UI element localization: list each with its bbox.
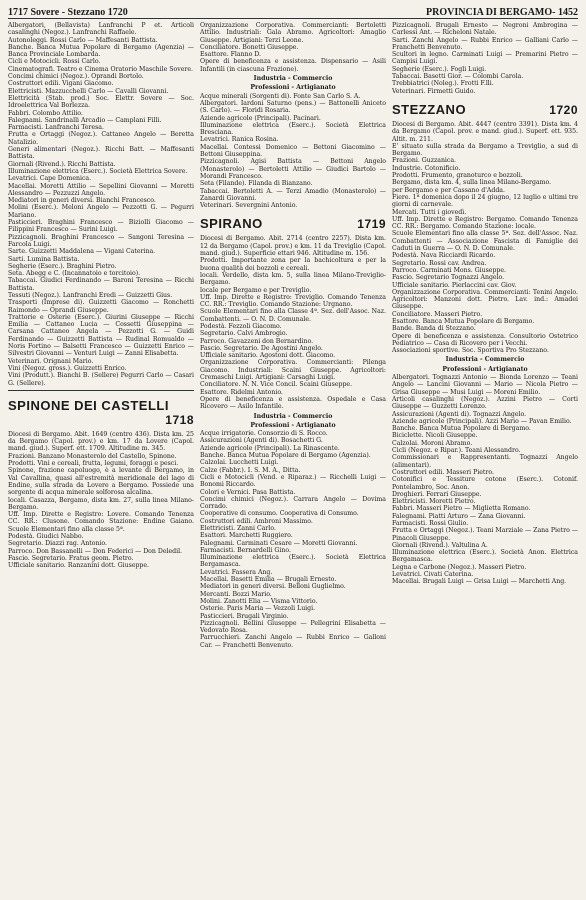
- directory-entry: Uff. Imp. Dirette e Registro: Treviglio. Comando Tenenza CC. RR.: Treviglio. Comando Stazione: Urgnano.: [200, 293, 386, 309]
- directory-entry: Pizzicagnoli. Braghini Francesco — Sangoni Teresina — Farcola Luigi.: [8, 233, 194, 248]
- town-heading-stezzano: [392, 103, 578, 117]
- directory-entry: Bande. Banda di Stezzano.: [392, 325, 476, 333]
- directory-entry: Elettricisti. Moretti Pietro.: [392, 498, 476, 506]
- column-3: [392, 22, 578, 896]
- sovere-entries: [8, 22, 194, 387]
- directory-entry: Pasticcieri. Brugali Virginio.: [200, 612, 289, 620]
- directory-entry: Opere di beneficenza e assistenza. Consultorio Ostetrico Pediatrico — Casa di Ricovero per i Vecchi.: [392, 332, 578, 347]
- directory-entry: Cicli e Motocicli (Vend. e Riparaz.) — Ricchelli Luigi — Bonomi Riccardo.: [200, 473, 386, 489]
- directory-entry: Conciliatore. Masseri Pietro.: [392, 310, 483, 318]
- directory-entry: Podestà. Fezzoli Giacomo.: [200, 322, 282, 330]
- directory-entry: Associazioni sportive. Soc. Sportiva Pro Stezzano.: [392, 347, 549, 355]
- directory-entry: Fascio. Segretario Tognazzi Angelo.: [392, 274, 505, 282]
- directory-entry: Opere di beneficenza e assistenza. Ospedale e Casa Ricovero — Asilo Infantile.: [200, 395, 386, 411]
- directory-entry: Uff. Imp. Dirette e Registro: Lovere. Comando Tenenza CC. RR.: Clusone. Comando Stazione: Endine Gaiano. Scuole Elementari fino alla classe 5ª.: [8, 511, 194, 533]
- directory-entry: E' situato sulla strada da Bergamo a Treviglio, a sud di Bergamo.: [392, 142, 578, 158]
- directory-entry: Elettricisti. Zanni Carlo.: [200, 525, 276, 532]
- directory-entry: Assicurazioni (Agenti di). Tognazzi Angelo.: [392, 410, 527, 418]
- directory-entry: Banche. Banca Mutua Popolare di Bergamo (Agenzia) — Banca Provinciale Lombarda.: [8, 43, 194, 59]
- directory-entry: Organizzazione Corporativa. Commercianti: Pilenga Giacomo. Industriali: Scaini Giuseppe. Agricoltori: Cremaschi Luigi. Artigiani: Carsaghi Luigi.: [200, 359, 386, 382]
- directory-entry: Albergatori. Iardoni Saturno (pens.) — Battonelli Aniceto (S. Carlo). — Floridi Rosaria.: [200, 99, 386, 115]
- directory-entry: Conciliatore. Bonetti Giuseppe.: [200, 43, 299, 51]
- directory-entry: Costruttori edili. Ambroni Massimo.: [200, 517, 313, 525]
- directory-entry: Prodotti. Frumento, granoturco e bozzoli.: [392, 172, 523, 180]
- directory-entry: Cicli e Motocicli. Rossi Carlo.: [8, 58, 101, 66]
- directory-entry: Parroco. Gavazzeni don Bernardino.: [200, 337, 314, 345]
- directory-entry: Falegnami. Piatti Arturo — Zana Giovanni.: [392, 512, 526, 520]
- directory-entry: Mercanti. Bozzi Mario.: [200, 590, 272, 598]
- directory-entry: Tessuti (Negoz.). Lanfranchi Eredi — Guizzetti Gius.: [8, 291, 173, 299]
- directory-entry: Uff. Imp. Dirette e Registro: Bergamo. Comando Tenenza CC. RR.: Bergamo. Comando Stazione: locale.: [392, 215, 578, 231]
- directory-entry: Albergatori. Tognazzi Antonio — Bionda Lorenzo — Teani Angelo — Lancini Giovanni — Mario — Nicola Pietro — Grisa Giuseppe — Musi Luigi — Moreni Emilio.: [392, 374, 578, 396]
- directory-entry: Sarti. Lumina Battista.: [8, 255, 80, 263]
- directory-entry: Falegnami. Sandrinalli Arcadio — Camplani Filli.: [8, 116, 162, 124]
- spirano-entries: [200, 257, 386, 649]
- directory-entry: Illuminazione elettrica (Eserc.). Società Elettrica Bresciana.: [200, 121, 386, 137]
- directory-entry: Farmacisti. Lanfranchi Teresa.: [8, 124, 104, 132]
- directory-entry: Veterinari. Firmetti Guido.: [392, 87, 476, 95]
- town-para: Frazioni. Banzano Monasterolo del Castello, Spinone.: [8, 452, 177, 460]
- directory-entry: Legna e Carbone (Negoz.). Masseri Pietro.: [392, 563, 527, 571]
- directory-entry: Costruttori edili. Vigani Giacomo.: [8, 80, 114, 88]
- directory-entry: Esattore. Banca Mutua Popolare di Bergamo.: [392, 317, 535, 325]
- directory-entry: Fascio. Segretario. De Agostini Angelo.: [200, 344, 323, 352]
- directory-entry: Cotonifici e Tessiture cotone (Eserc.). Cotonif. Pontelambro, Soc. Anon.: [392, 476, 578, 491]
- town-name: SPINONE DEI CASTELLI: [8, 397, 169, 413]
- town-number: 1718: [165, 412, 194, 427]
- directory-entry: Esattore. Flanno D.: [200, 51, 261, 59]
- town-intro: Diocesi di Bergamo. Abit. 4447 (centro 3391). Dista km. 4 da Bergamo (Capol. prov. e mand. giud.). Superf. ett. 935. Altit. m. 211.: [392, 120, 578, 143]
- directory-entry: Frazioni. Guzzanica.: [392, 157, 457, 165]
- directory-entry: Segherie (Eserc.). Fogli Luigi.: [392, 65, 487, 73]
- town-name: SPIRANO: [200, 216, 263, 232]
- directory-entry: Vini (Produtt.). Bianchi B. (Sellere) Pegurri Carlo — Casari G. (Sellere).: [8, 372, 194, 387]
- directory-entry: Levatrici. Ranica Rosina.: [200, 136, 279, 144]
- town-heading-spinone: [8, 399, 194, 427]
- directory-entry: Segherie (Eserc.). Braghini Pietro.: [8, 262, 117, 270]
- directory-entry: Concimi chimici (Negoz.). Carrara Angelo — Dovima Corrado.: [200, 495, 386, 511]
- directory-entry: Veterinari. Severgnini Antonio.: [200, 202, 298, 210]
- directory-entry: Commissionari e Rappresentanti. Tognazzi Angelo (alimentari).: [392, 454, 578, 469]
- directory-entry: Spinone, frazione capoluogo, è a levante di Bergamo, in Val Cavallina, quasi all'estremità meridionale del lago di Endine, sulla strada da Lovere a Bergamo. Possiede una sorgente di acqua minerale solforosa alcalina.: [8, 467, 194, 497]
- directory-entry: Segretario. Rossi cav. Andrea.: [392, 259, 487, 267]
- directory-entry: Falegnami. Carminati Cesare — Moretti Giovanni.: [200, 539, 358, 547]
- section-heading: Industria - Commercio: [445, 356, 525, 364]
- directory-entry: Esattori. Marchetti Ruggiero.: [200, 532, 293, 540]
- header-page-number: - 1452: [552, 7, 578, 18]
- directory-entry: Concimi chimici (Negoz.). Oprandi Bortolo.: [8, 73, 144, 81]
- directory-entry: Macellai. Contessi Domenico — Bettoni Giacomino — Bettoni Giuseppina.: [200, 143, 386, 159]
- spinone-entries: [8, 460, 194, 569]
- directory-entry: Acque minerali (Sorgenti di). Fonte San Carlo S. A.: [200, 92, 361, 100]
- directory-entry: Droghieri. Ferrari Giuseppe.: [392, 490, 482, 498]
- directory-entry: Levatrici. Fassera Ang.: [200, 568, 273, 576]
- directory-entry: Levatrici. Cape Domenica.: [8, 175, 92, 183]
- spinone-continued-entries: [200, 22, 386, 209]
- divider: [8, 390, 194, 391]
- town-number: 1720: [549, 102, 578, 117]
- directory-entry: Fiere. 1ª domenica dopo il 24 giugno, 12 luglio e ultimi tre giorni di carnevale.: [392, 193, 578, 209]
- directory-entry: Opere di beneficenza e assistenza. Dispensario — Asili Infantili (in ciascuna Frazione).: [200, 58, 386, 73]
- directory-entry: Frutta e Ortaggi (Negoz.). Cattaneo Angelo — Beretta Natalizio.: [8, 131, 194, 146]
- page-header: [8, 4, 578, 19]
- directory-entry: Cinematografi. Teatro e Cinema Oratorio Maschile Sovere.: [8, 65, 193, 73]
- directory-entry: Trattorie e Osterie (Eserc.). Giurini Giuseppe — Ricchi Emilia — Cattaneo Lucia — Cossetti Giuseppina — Carsana Cattaneo Angela — Pezzotti G. — Guidi Ferdinando — Guizzetti Battista — Rudinal Romualdo — Noris Fortino — Balsetti Francesco — Guizzetti Enrico — Silvestri Giovanni — Venturi Luigi — Zanni Elisabetta.: [8, 313, 194, 358]
- directory-entry: Trasporti (Imprese di). Guizzetti Giacomo — Ronchetti Raimondo — Oprandi Giuseppe.: [8, 299, 194, 314]
- directory-entry: Giornali (Rivend.). Ricchi Battista.: [8, 160, 116, 168]
- directory-entry: Aziende agricole (Principali). La Rinascente.: [200, 444, 340, 452]
- directory-entry: Sarti. Zanchi Angelo — Rubbi Enrico — Galliani Carlo — Franchetti Benvenuto.: [392, 36, 578, 51]
- directory-entry: Esattore. Ridelmi Antonio.: [200, 388, 283, 396]
- directory-entry: locali. Casazza, Bergamo, dista km. 27, sulla linea Milano-Bergamo.: [8, 496, 194, 511]
- section-heading: Industria - Commercio: [253, 412, 333, 420]
- stezzano-entries: [392, 143, 578, 586]
- directory-entry: Scultori in legno. Carminati Luigi — Premarini Pietro — Campisi Luigi.: [392, 51, 578, 66]
- directory-entry: Mercati. Tutti i giovedì.: [392, 208, 467, 216]
- directory-entry: Molini (Eserc.). Meloni Angelo — Pezzotti G. — Pegurri Mariano.: [8, 204, 194, 219]
- directory-entry: Banche. Banca Mutua Popolare di Bergamo.: [392, 425, 531, 433]
- directory-entry: Costruttori edili. Masseri Pietro.: [392, 468, 494, 476]
- directory-entry: Vini (Negoz. gross.). Guizzetti Enrico.: [8, 364, 127, 372]
- directory-entry: Tabaccai. Bertoletti A. — Terzi Amadio (Monasterolo) — Zanardi Giovanni.: [200, 187, 386, 202]
- directory-entry: Macellai. Basetti Emilia — Brugali Ernesto.: [200, 576, 337, 584]
- directory-entry: Bergamo, dista km. 4, sulla linea Milano-Bergamo.: [392, 179, 552, 187]
- directory-entry: Frutta e Ortaggi (Negoz.). Teani Marziale — Zana Pietro — Pinacoli Giuseppe.: [392, 527, 578, 542]
- directory-entry: Scuole Elementari fino alla classe 5ª. Sez. dell'Assoc. Naz. Combattenti — Associazione Fascista di Famiglie dei Caduti in Guerra — O. N. D. Comunale.: [392, 230, 578, 253]
- section-heading: Professioni - Artigianato: [250, 421, 336, 429]
- directory-entry: Molini. Zanotti Elia — Visma Vittorio.: [200, 597, 318, 605]
- directory-entry: Organizzazione Corporativa. Commercianti: Bertoletti Attilio. Industriali: Gala Abramo. Agricoltori: Amaglio Giuseppe. Artigiani: Terzi Leone.: [200, 22, 386, 44]
- directory-entry: locale per Bergamo e per Treviglio.: [200, 286, 312, 294]
- directory-entry: Macellai. Brugali Luigi — Grisa Luigi — Marchetti Ang.: [392, 578, 567, 586]
- directory-entry: Prodotti. Importante zona per la bachicoltura e per la buona qualità dei bozzoli e cereali.: [200, 257, 386, 272]
- directory-entry: Industrie. Cotonificio.: [392, 164, 461, 172]
- directory-entry: Biciclette. Nicoli Giuseppe.: [392, 432, 478, 440]
- column-2: [200, 22, 386, 896]
- directory-entry: Cooperative di consumo. Cooperativa di Consumo.: [200, 510, 359, 518]
- directory-entry: Scuole Elementari fino alla Classe 4ª. Sez. dell'Assoc. Naz. Combattenti. — O. N. D. Comunale.: [200, 308, 386, 323]
- directory-entry: Fabbri. Masseri Pietro — Miglietta Romano.: [392, 505, 531, 513]
- header-left: 1717 Sovere - Stezzano 1720: [8, 7, 128, 18]
- directory-entry: Podestà. Giudici Nabbo.: [8, 533, 84, 540]
- section-heading: Professioni - Artigianato: [250, 84, 336, 92]
- section-heading: Industria - Commercio: [253, 75, 333, 83]
- directory-entry: Articoli casalinghi (Negoz.). Azzini Pietro — Corti Giuseppe — Guzzetti Lorenzo.: [392, 395, 578, 411]
- directory-entry: Levatrici. Civati Caterina.: [392, 571, 474, 579]
- directory-entry: Elettricità (Stab. prod.) Soc. Elettr. Sovere — Soc. Idroelettrica Val Borlezza.: [8, 94, 194, 110]
- directory-entry: Albergatori, (Bellavista) Lanfranchi P et. Articoli casalinghi (Negoz.). Lanfranchi Raffaele.: [8, 22, 194, 37]
- directory-entry: Prodotti. Vini e cereali, frutta, legumi, foraggi e pesci.: [8, 460, 179, 468]
- town-intro: Diocesi di Bergamo. Abit. 1649 (centro 436). Dista km. 25 da Bergamo (Capol. prov.) e km. 17 da Lovere (Capol. mand. giud.). Superf. ett. 1709. Altitudine m. 345.: [8, 430, 194, 453]
- directory-entry: Banche. Banca Mutua Popolare di Bergamo (Agenzia).: [200, 452, 371, 460]
- directory-entry: Calzolai. Moroni Abramo.: [392, 439, 473, 447]
- directory-entry: Aziende agricole (Principali). Azzi Mario — Pavan Emilio.: [392, 417, 572, 425]
- directory-entry: Seta. Abegg e C. (Incannatoio e torcitoio).: [8, 270, 141, 278]
- directory-entry: per Bergamo e per Cassano d'Adda.: [392, 186, 505, 194]
- directory-entry: Pizzicagnoli. Brugali Ernesto — Negroni Ambrogina — Carlessi Ant. — Richeloni Natale.: [392, 22, 578, 37]
- section-heading: Professioni - Artigianato: [442, 365, 528, 373]
- directory-entry: Pizzicagnoli. Bellini Giuseppe — Pellegrini Elisabetta — Vedovato Rosa.: [200, 619, 386, 635]
- town-number: 1719: [357, 217, 386, 232]
- directory-entry: Parrucchieri. Zanchi Angelo — Rubbi Enrico — Galloni Car. — Franchetti Benvenuto.: [200, 634, 386, 649]
- header-center: PROVINCIA DI BERGAMO: [426, 7, 553, 18]
- directory-entry: Segretario. Diazzi rag. Antonio.: [8, 540, 107, 548]
- directory-entry: Macellai. Moretti Attilio — Sepellini Giovanni — Moretti Alessandro — Pezzuzzi Angelo.: [8, 182, 194, 197]
- directory-entry: Colori e Vernici. Pasa Battista.: [200, 488, 296, 496]
- directory-entry: Segretario. Calvi Ambrogio.: [200, 330, 288, 338]
- columns: [8, 22, 578, 896]
- directory-entry: Pizzicagnoli. Agisi Battista — Bettoni Angelo (Monasterolo) — Bertoletti Attilio — Giudici Bartolo — Morandi Francesco.: [200, 158, 386, 180]
- directory-entry: Aziende agricole (Principali). Pacinari.: [200, 114, 321, 122]
- directory-entry: Organizzazione Corporativa. Commercianti: Tenini Angelo. Agricoltori: Manzoni dott. Pietro. Lav. ind.: Amadei Giuseppe.: [392, 288, 578, 311]
- directory-entry: Cicli (Negoz. e Ripar.). Teani Alessandro.: [392, 447, 521, 455]
- directory-entry: Fabbri. Colombo Attilio.: [8, 109, 83, 117]
- directory-entry: Generi alimentari (Negoz.). Ricchi Batt. — Maffesanti Battista.: [8, 146, 194, 161]
- directory-entry: Ufficiale sanitario. Ranzanini dott. Giuseppe.: [8, 562, 150, 570]
- spirano-continued-entries: [392, 22, 578, 95]
- directory-entry: Illuminazione elettrica (Eserc.). Società Elettrica Bergamasca.: [200, 554, 386, 569]
- directory-entry: Mediatori in generi diversi. Belloni Guglielmo.: [200, 583, 346, 591]
- directory-entry: Mediatori in generi diversi. Bianchi Francesco.: [8, 197, 156, 205]
- directory-entry: Acque irrigatorie. Consorzio di S. Rocco.: [200, 430, 328, 438]
- directory-entry: locali. Verdello, dista km. 5, sulla linea Milano-Treviglio-Bergamo.: [200, 271, 386, 287]
- directory-entry: Parroco. Don Bassanelli — Don Federici — Don Deledil.: [8, 547, 183, 555]
- directory-entry: Sarte. Guizzetti Maddalena — Vigani Caterina.: [8, 248, 156, 256]
- directory-entry: Pasticcieri. Braghini Francesco — Biziolli Giacomo — Filippini Francesco — Surini Luigi.: [8, 219, 194, 234]
- directory-entry: Ufficiale sanitario. Pierlaccini cav. Giov.: [392, 281, 517, 289]
- directory-entry: Conciliatore. N. N. Vice Concil. Scaini Giuseppe.: [200, 381, 353, 389]
- town-intro: Diocesi di Bergamo. Abit. 2714 (centro 2257). Dista km. 12 da Bergamo (Capol. prov.) e km. 11 da Treviglio (Capol. mand. giud.). Superficie ettari 946. Altitudine m. 156.: [200, 235, 386, 258]
- directory-entry: Tabaccai. Giudici Ferdinando — Baroni Teresina — Ricchi Battista.: [8, 277, 194, 292]
- directory-entry: Calze (Fabbr.). I. S. M. A., Ditta.: [200, 466, 301, 474]
- directory-entry: Illuminazione elettrica (Eserc.). Società Elettrica Sovere.: [8, 167, 188, 175]
- directory-entry: Farmacisti. Rossi Giulio.: [392, 520, 469, 527]
- directory-entry: Elettricisti. Mazzucchelli Carlo — Cavalli Giovanni.: [8, 87, 169, 95]
- directory-entry: Giornali (Rivend.). Valtulina A.: [392, 541, 488, 549]
- directory-entry: Veterinari. Orignani Mario.: [8, 357, 94, 365]
- directory-entry: Illuminazione elettrica (Eserc.). Società Anon. Elettrica Bergamasca.: [392, 549, 578, 564]
- directory-entry: Seta (Filande). Filanda di Bianzano.: [200, 180, 313, 188]
- directory-entry: Assicurazioni (Agenti di). Bosachetti G.: [200, 437, 323, 445]
- directory-entry: Fascio. Segretario. Fratus geom. Pietro.: [8, 554, 134, 562]
- directory-entry: Osterie. Paris Maria — Vezzoli Luigi.: [200, 605, 316, 613]
- directory-entry: Ufficiale sanitario. Agostoni dott. Giacomo.: [200, 352, 336, 360]
- town-heading-spirano: [200, 217, 386, 231]
- directory-entry: Autonoleggi. Rossi Carlo — Maffesanti Battista.: [8, 36, 158, 44]
- directory-entry: Parroco. Carminati Mons. Giuseppe.: [392, 266, 507, 274]
- town-name: STEZZANO: [392, 101, 467, 117]
- column-1: [8, 22, 194, 896]
- directory-entry: Podestà. Nava Ricciardi Ricardo.: [392, 252, 496, 260]
- directory-entry: Farmacisti. Bernardelli Gino.: [200, 546, 291, 554]
- directory-entry: Trebbiatrici (Noleg.). Frotti F.lli.: [392, 80, 494, 88]
- directory-entry: Calzolai. Lucchetti Luigi.: [200, 459, 279, 467]
- directory-entry: Tabaccai. Basetti Gior. — Colombi Carola.: [392, 73, 524, 81]
